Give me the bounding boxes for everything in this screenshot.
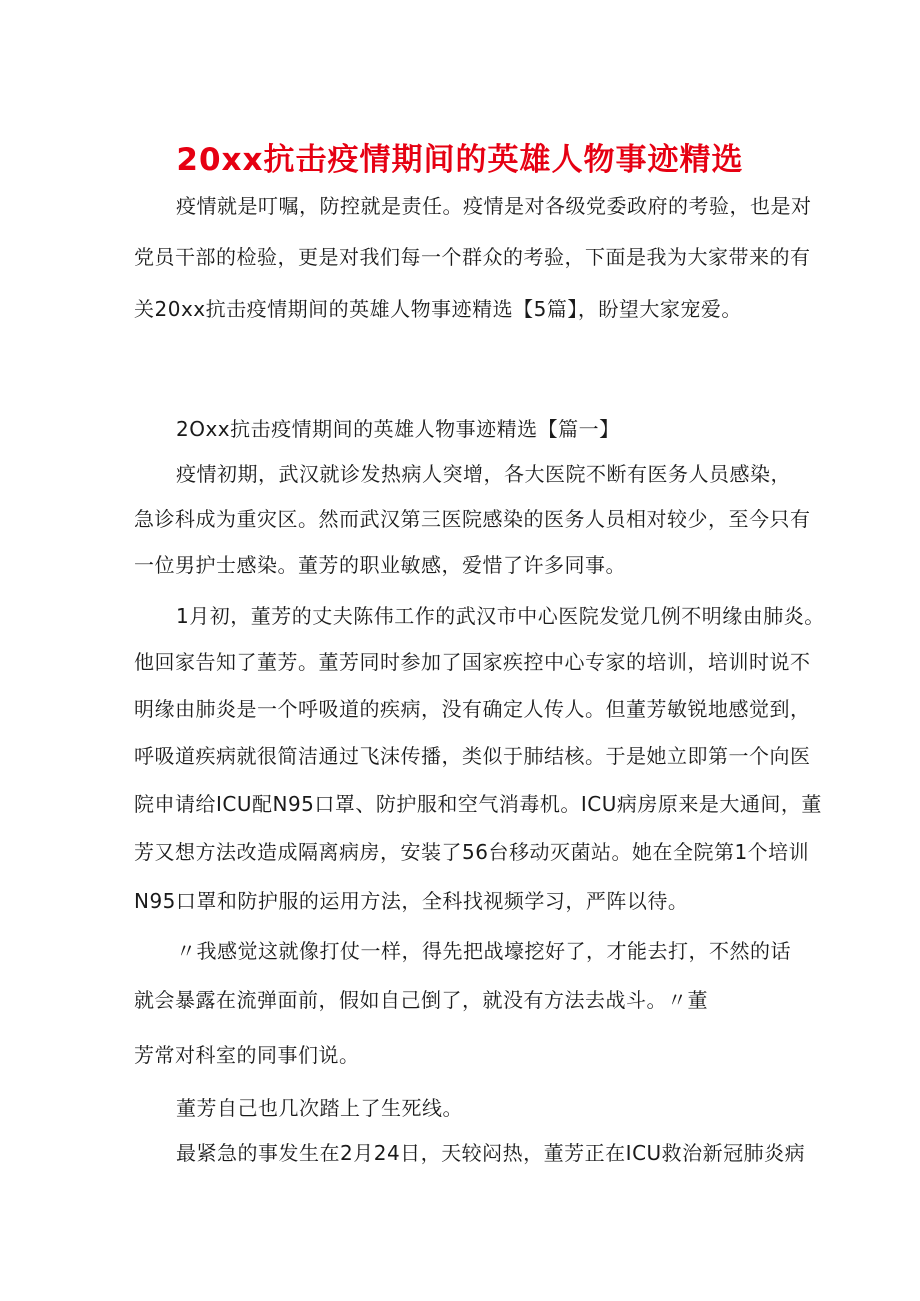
section-heading: 2Oxx抗击疫情期间的英雄人物事迹精选【篇一】 — [176, 417, 620, 441]
para2-line-3: 明缘由肺炎是一个呼吸道的疾病，没有确定人传人。但董芳敏锐地感觉到， — [134, 697, 811, 721]
para3-line-3: 芳常对科室的同事们说。 — [134, 1043, 360, 1067]
para2-line-4: 呼吸道疾病就很简洁通过飞沫传播，类似于肺结核。于是她立即第一个向医 — [134, 744, 811, 768]
para1-line-2: 急诊科成为重灾区。然而武汉第三医院感染的医务人员相对较少，至今只有 — [134, 507, 811, 531]
para1-line-1: 疫情初期，武汉就诊发热病人突增，各大医院不断有医务人员感染， — [176, 462, 791, 486]
para1-line-3: 一位男护士感染。董芳的职业敏感，爱惜了许多同事。 — [134, 553, 626, 577]
para2-line-2: 他回家告知了董芳。董芳同时参加了国家疾控中心专家的培训，培训时说不 — [134, 650, 811, 674]
para4-line-1: 董芳自己也几次踏上了生死线。 — [176, 1096, 463, 1120]
para2-line-1: 1月初，董芳的丈夫陈伟工作的武汉市中心医院发觉几例不明缘由肺炎。 — [176, 604, 825, 628]
document-title: 20xx抗击疫情期间的英雄人物事迹精选 — [176, 142, 744, 178]
para2-line-5: 院申请给ICU配N95口罩、防护服和空气消毒机。ICU病房原来是大通间，董 — [134, 792, 822, 816]
para5-line-1: 最紧急的事发生在2月24日，天较闷热，董芳正在ICU救治新冠肺炎病 — [176, 1141, 806, 1165]
para2-line-6: 芳又想方法改造成隔离病房，安装了56台移动灭菌站。她在全院第1个培训 — [134, 840, 810, 864]
intro-line-1: 疫情就是叮嘱，防控就是责任。疫情是对各级党委政府的考验，也是对 — [176, 194, 812, 218]
para3-line-2: 就会暴露在流弹面前，假如自己倒了，就没有方法去战斗。〃董 — [134, 988, 708, 1012]
para2-line-7: N95口罩和防护服的运用方法，全科找视频学习，严阵以待。 — [134, 889, 689, 913]
intro-line-3: 关20xx抗击疫情期间的英雄人物事迹精选【5篇】，盼望大家宠爱。 — [134, 297, 742, 321]
intro-line-2: 党员干部的检验，更是对我们每一个群众的考验，下面是我为大家带来的有 — [134, 245, 811, 269]
para3-line-1: 〃我感觉这就像打仗一样，得先把战壕挖好了，才能去打，不然的话 — [176, 939, 791, 963]
